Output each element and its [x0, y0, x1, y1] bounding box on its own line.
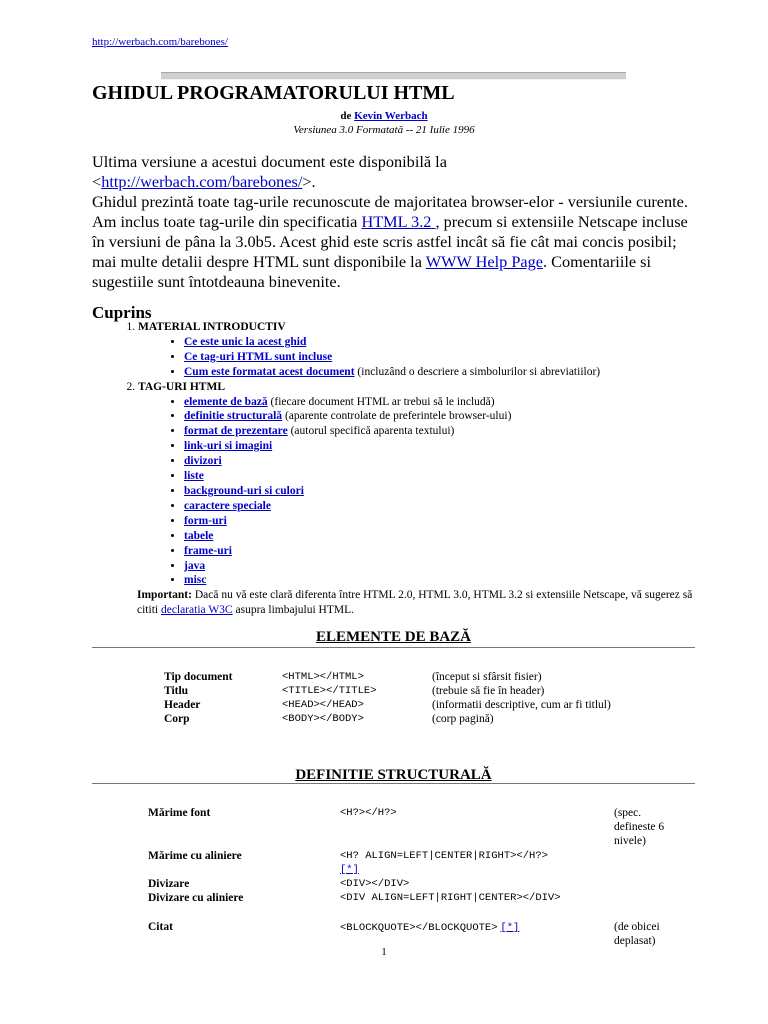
- list-item: [184, 439, 712, 454]
- row-desc: (spec. defineste 6 nivele): [614, 807, 665, 847]
- row-label: Divizare cu aliniere: [148, 892, 244, 904]
- row-label: Header: [164, 699, 201, 711]
- intro-text-2b: , precum si extensiile Netscape incluse în versiuni de pâna la 3.0b5. Acest ghid este scris astfel incât să fie cât mai concis posibil; mai multe detalii despre HTML sunt disponibile la: [92, 212, 688, 271]
- list-item: [184, 350, 712, 365]
- toc-items: [138, 335, 712, 380]
- toc-link[interactable]: caractere speciale: [184, 499, 271, 512]
- toc-link[interactable]: java: [184, 559, 206, 572]
- section-divider: [92, 783, 695, 784]
- row-desc: (corp pagină): [432, 713, 494, 725]
- top-divider: [161, 72, 626, 80]
- table-row: [164, 684, 724, 698]
- toc-link[interactable]: Ce tag-uri HTML sunt incluse: [184, 350, 333, 363]
- row-code: <H?></H?>: [340, 807, 397, 819]
- byline-prefix: de: [340, 110, 352, 122]
- table-of-contents: [92, 320, 712, 588]
- toc-sections: [92, 320, 712, 588]
- toc-link[interactable]: form-uri: [184, 514, 227, 527]
- author-link[interactable]: Kevin Werbach: [354, 110, 428, 122]
- intro-text-2a: Ghidul prezintă toate tag-urile recunoscute de majoritatea browser-elor - versiunile curente. Am inclus toate tag-urile din specificatia: [92, 192, 688, 231]
- toc-link[interactable]: liste: [184, 470, 204, 483]
- list-item: [184, 469, 712, 484]
- toc-items: [138, 395, 712, 589]
- table-row: [164, 698, 724, 712]
- toc-heading: Cuprins: [92, 303, 152, 322]
- note-text-a: Dacă nu vă este clară diferenta între HTML 2.0, HTML 3.0, HTML 3.2 si extensiile Netscape, vă sugerez să cititi: [137, 589, 693, 616]
- row-code: <DIV></DIV>: [340, 878, 410, 890]
- list-item: [184, 499, 712, 514]
- page-number: 1: [381, 946, 387, 958]
- intro-url-link[interactable]: http://werbach.com/barebones/: [101, 172, 303, 191]
- list-item: [184, 484, 712, 499]
- section-divider: [92, 647, 695, 648]
- intro-paragraph: [92, 152, 692, 292]
- ref-link[interactable]: [*]: [340, 864, 359, 876]
- toc-section-intro: [138, 320, 712, 380]
- toc-link[interactable]: Cum este formatat acest document: [184, 365, 355, 378]
- help-page-link[interactable]: WWW Help Page: [425, 252, 543, 271]
- toc-link[interactable]: background-uri si culori: [184, 484, 304, 497]
- toc-section-tags: [138, 380, 712, 589]
- row-code: <HTML></HTML>: [282, 671, 364, 683]
- row-code: <BLOCKQUOTE></BLOCKQUOTE>: [340, 922, 498, 934]
- toc-section-title: MATERIAL INTRODUCTIV: [138, 321, 286, 333]
- toc-note: (autorul specifică aparenta textului): [287, 425, 455, 438]
- note-text-b: asupra limbajului HTML.: [232, 604, 354, 616]
- list-item: [184, 573, 712, 588]
- row-label: Divizare: [148, 878, 190, 890]
- w3c-link[interactable]: declaratia W3C: [160, 604, 233, 616]
- row-label: Titlu: [164, 685, 189, 697]
- row-label: Tip document: [164, 671, 233, 683]
- toc-link[interactable]: definitie structurală: [184, 410, 283, 423]
- row-code: <H? ALIGN=LEFT|CENTER|RIGHT></H?>: [340, 850, 548, 862]
- row-label: Corp: [164, 713, 190, 725]
- toc-note: (aparente controlate de preferintele browser-ului): [282, 410, 512, 423]
- intro-lt: <: [92, 172, 102, 191]
- row-code: <HEAD></HEAD>: [282, 699, 364, 711]
- toc-link[interactable]: misc: [184, 574, 207, 587]
- toc-link[interactable]: divizori: [184, 455, 222, 468]
- header-url[interactable]: http://werbach.com/barebones/: [92, 36, 228, 48]
- note-label: Important:: [137, 589, 192, 601]
- toc-link[interactable]: Ce este unic la acest ghid: [184, 335, 307, 348]
- ref-link[interactable]: [*]: [500, 922, 520, 934]
- list-item: [184, 424, 712, 439]
- list-item: [184, 335, 712, 350]
- byline: [0, 110, 768, 122]
- list-item: [184, 409, 712, 424]
- row-code: <TITLE></TITLE>: [282, 685, 377, 697]
- toc-link[interactable]: format de prezentare: [184, 425, 288, 438]
- list-item: [184, 395, 712, 410]
- version-line: Versiunea 3.0 Formatată -- 21 Iulie 1996: [293, 124, 475, 136]
- list-item: [184, 454, 712, 469]
- table-row: [164, 670, 724, 684]
- toc-link[interactable]: elemente de bază: [184, 395, 268, 408]
- section-heading-structure: DEFINITIE STRUCTURALĂ: [295, 767, 492, 783]
- toc-section-title: TAG-URI HTML: [138, 380, 225, 393]
- section-heading-basics: ELEMENTE DE BAZĂ: [315, 629, 472, 645]
- header-url-link[interactable]: [92, 36, 228, 48]
- structure-table: [148, 806, 708, 956]
- intro-text-2c: . Comentariile si sugestiile sunt întotdeauna binevenite.: [92, 252, 652, 291]
- row-code: <DIV ALIGN=LEFT|RIGHT|CENTER></DIV>: [340, 892, 561, 904]
- list-item: [184, 559, 712, 574]
- basics-table: [164, 670, 724, 726]
- row-label: Mărime cu aliniere: [148, 850, 242, 862]
- row-code: <BODY></BODY>: [282, 713, 364, 725]
- toc-link[interactable]: frame-uri: [184, 544, 232, 557]
- list-item: [184, 544, 712, 559]
- intro-text-1: Ultima versiune a acestui document este disponibilă la: [92, 152, 447, 171]
- list-item: [184, 514, 712, 529]
- row-label: Mărime font: [148, 807, 211, 819]
- toc-link[interactable]: link-uri si imagini: [184, 440, 273, 453]
- row-desc: (de obicei deplasat): [614, 921, 660, 947]
- html32-link[interactable]: HTML 3.2: [361, 212, 436, 231]
- row-code-wrap: [340, 920, 519, 935]
- list-item: [184, 529, 712, 544]
- row-desc: (trebuie să fie în header): [432, 685, 545, 697]
- intro-gt: >.: [302, 172, 316, 191]
- page-title: GHIDUL PROGRAMATORULUI HTML: [92, 82, 455, 104]
- list-item: [184, 365, 712, 380]
- toc-note: (incluzând o descriere a simbolurilor si abreviatiilor): [354, 365, 601, 378]
- toc-link[interactable]: tabele: [184, 529, 214, 542]
- table-row: [164, 712, 724, 726]
- row-label: Citat: [148, 921, 173, 933]
- row-desc: (informatii descriptive, cum ar fi titlul): [432, 699, 611, 711]
- row-desc: (început si sfârsit fisier): [432, 671, 542, 683]
- important-note: [137, 588, 697, 618]
- toc-note: (fiecare document HTML ar trebui să le includă): [267, 395, 495, 408]
